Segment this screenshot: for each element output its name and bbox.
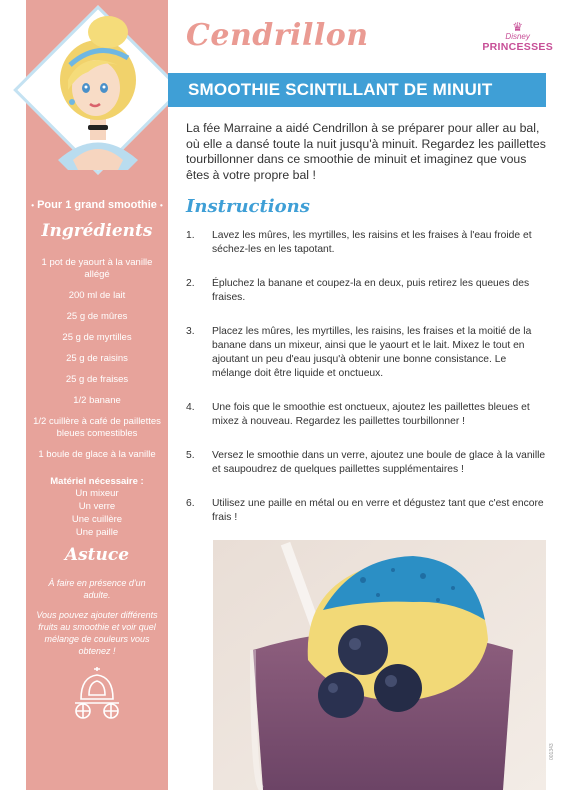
bullet-icon: • [159,201,163,210]
step-number: 2. [186,278,195,289]
step-number: 4. [186,402,195,413]
step-number: 5. [186,450,195,461]
ingredient-item: 25 g de mûres [66,311,128,322]
smoothie-illustration [213,540,546,790]
material-item: Une cuillère [71,514,123,525]
step-number: 1. [186,230,195,241]
ingredient-item: 1 boule de glace à la vanille [38,449,156,460]
serving-text: Pour 1 grand smoothie [37,199,157,211]
step-text: Lavez les mûres, les myrtilles, les raisins et les fraises à l'eau froide et séchez-les en les tapotant. [212,230,532,255]
instruction-step [186,497,546,525]
ingredient-item: 25 g de raisins [66,353,128,364]
crown-icon: ♛ [512,20,524,34]
brand-disney: Disney [505,32,530,41]
materials-list [26,487,168,539]
instruction-step [186,449,546,477]
material-item: Un mixeur [75,488,119,499]
sidebar-content [26,198,168,726]
material-item: Une paille [75,527,119,538]
recipe-title: SMOOTHIE SCINTILLANT DE MINUIT [188,80,493,99]
instruction-step [186,229,546,257]
ingredient-item: 25 g de myrtilles [62,332,132,343]
step-text: Une fois que le smoothie est onctueux, ajoutez les paillettes bleues et mixez à nouveau. Regardez les paillettes tourbillonner ! [212,402,530,427]
instruction-step [186,401,546,429]
ingredients-list [26,253,168,466]
photo-code: 001343 [549,743,555,760]
brand-princesses: PRINCESSES [482,41,553,53]
tip-text: Vous pouvez ajouter différents fruits au smoothie et voir quel mélange de couleurs vous obtenez ! [36,610,158,656]
intro-paragraph: La fée Marraine a aidé Cendrillon à se préparer pour aller au bal, où elle a dansé toute la nuit jusqu'à minuit. Regardez les paillettes tourbillonner dans ce smoothie de minuit et imaginez que vous êtes à votre propre bal ! [186,121,546,182]
page-title: Cendrillon [186,18,369,53]
carriage-icon [67,665,127,721]
step-text: Épluchez la banane et coupez-la en deux, puis retirez les queues des fraises. [212,278,530,303]
step-text: Placez les mûres, les myrtilles, les raisins, les fraises et la moitié de la banane dans un mixeur, ainsi que le yaourt et le lait. Mixez le tout en ajoutant un peu d'eau jusqu'à obtenir une bonne consistance. Le mélange doit être liquide et onctueux. [212,326,532,379]
instructions-list [186,229,546,525]
serving-size [26,198,168,213]
smoothie-photo [213,540,546,790]
step-number: 6. [186,498,195,509]
ingredient-item: 25 g de fraises [65,374,129,385]
bullet-icon: • [31,201,35,210]
instruction-step [186,277,546,305]
step-text: Utilisez une paille en métal ou en verre et dégustez tant que c'est encore frais ! [212,498,544,523]
step-text: Versez le smoothie dans un verre, ajoutez une boule de glace à la vanille et saupoudrez de quelques paillettes supplémentaires ! [212,450,546,475]
disney-princesses-logo [482,22,553,53]
ingredient-item: 1/2 banane [73,395,121,406]
material-item: Un verre [78,501,116,512]
ingredients-title: Ingrédients [41,221,153,241]
step-number: 3. [186,326,195,337]
tip-text: À faire en présence d'un adulte. [48,578,146,600]
cinderella-portrait [28,10,168,180]
ingredient-item: 1/2 cuillère à café de paillettes bleues comestibles [33,416,161,439]
materials-title: Matériel nécessaire : [50,476,144,487]
ingredient-item: 200 ml de lait [68,290,126,301]
tip-title: Astuce [64,545,130,565]
instructions-title: Instructions [186,196,310,217]
ingredient-item: 1 pot de yaourt à la vanille allégé [41,257,153,280]
cinderella-illustration [28,10,168,180]
instruction-step [186,325,546,381]
